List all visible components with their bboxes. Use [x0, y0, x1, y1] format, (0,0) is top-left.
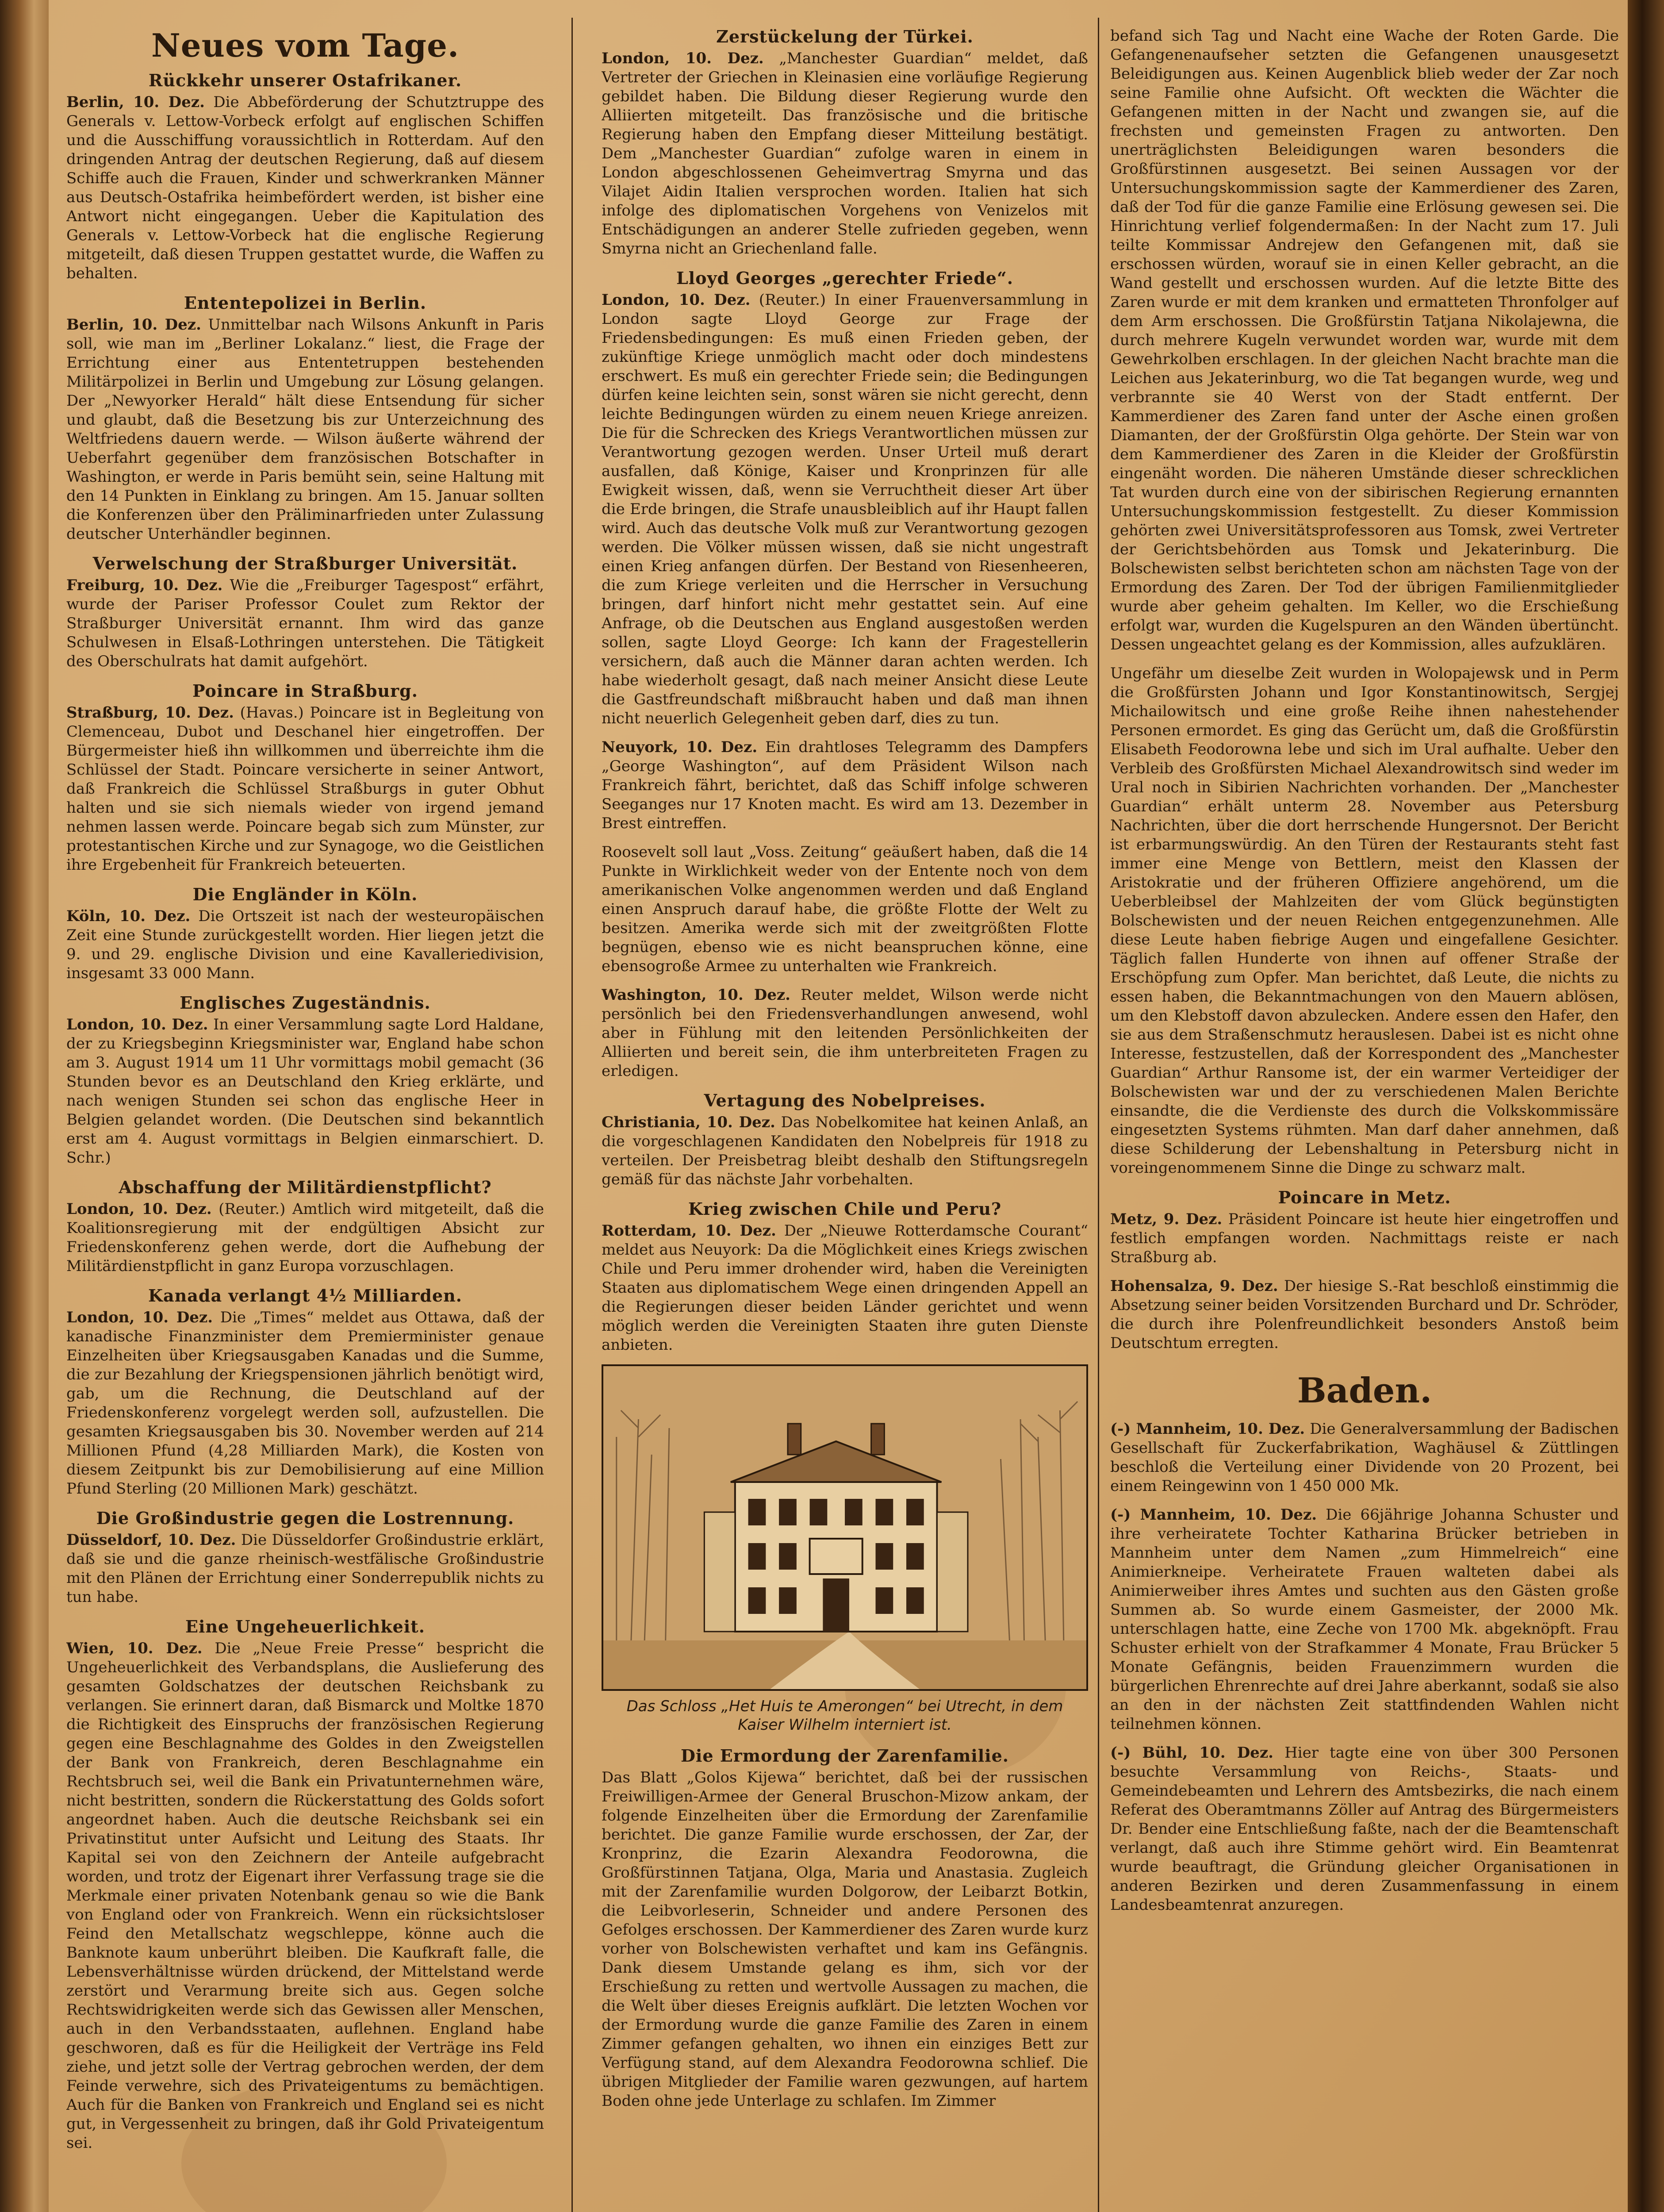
article-body	[66, 315, 544, 544]
article-headline: Eine Ungeheuerlichkeit.	[185, 1617, 425, 1636]
column-rule	[1098, 18, 1099, 2212]
article-dateline: Neuyork, 10. Dez.	[602, 738, 758, 756]
article-body	[1110, 1420, 1619, 1496]
article-headline: Kanada verlangt 4½ Milliarden.	[148, 1286, 462, 1306]
article-headline: Zerstückelung der Türkei.	[716, 27, 974, 46]
article-headline: Poincare in Metz.	[1278, 1187, 1451, 1207]
article-dateline: Wien, 10. Dez.	[66, 1640, 203, 1657]
article-text: Die Abbeförderung der Schutztruppe des Generals v. Lettow-Vorbeck erfolgt auf englischen Schiffen und die Ausschiffung voraussichtlich in Rotterdam. Auf den dringenden Antrag der deutschen Regierung, daß auf diesem Schiffe auch die Frauen, Kinder und schwerkranken Männer aus Deutsch-Ostafrika heimbefördert werden, ist bisher eine Antwort nicht eingegangen. Ueber die Kapitulation des Generals v. Lettow-Vorbeck hat die englische Regierung mitgeteilt, daß diesen Truppen gestattet wurde, die Waffen zu behalten.	[66, 93, 544, 282]
article-list	[1110, 27, 1619, 1353]
article-text: Unmittelbar nach Wilsons Ankunft in Paris soll, wie man im „Berliner Lokalanz.“ liest, die Frage der Errichtung einer aus Ententetruppen bestehenden Militärpolizei in Berlin und Umgebung zur Lösung gelangen. Der „Newyorker Herald“ hält diese Entsendung für sicher und glaubt, daß die Besetzung bis zur Unterzeichnung des Weltfriedens dauern werde. — Wilson äußerte während der Ueberfahrt gegenüber dem französischen Botschafter in Washington, er werde in Paris bemüht sein, seine Haltung mit den 14 Punkten in Einklang zu bringen. Am 15. Januar sollten die Konferenzen über den Präliminarfrieden unter Zulassung deutscher Unterhändler beginnen.	[66, 316, 544, 543]
article-dateline: Berlin, 10. Dez.	[66, 93, 205, 111]
article-text: Hier tagte eine von über 300 Personen besuchte Versammlung von Reichs-, Staats- und Gemeindebeamten und Lehrern des Amtsbezirks, die nach einem Referat des Oberamtmanns Zöller auf Antrag des Bürgermeisters Dr. Bender eine Entschließung faßte, nach der die Beamtenschaft verlangt, daß auch ihre Stimme gehört wird. Ein Beamtenrat wurde beauftragt, die Gründung gleicher Organisationen in anderen Bezirken und deren Zusammenfassung in einem Landesbeamtenrat anzuregen.	[1110, 1744, 1619, 1914]
article-text: Roosevelt soll laut „Voss. Zeitung“ geäußert haben, daß die 14 Punkte in Wirklichkeit weder von der Entente noch von dem amerikanischen Volke angenommen werden und daß England einen Anspruch darauf habe, die größte Flotte der Welt zu besitzen. Amerika werde sich mit der zweitgrößten Flotte begnügen, ebenso wie es nicht beanspruchen könne, eine ebensogroße Armee zu unterhalten wie Frankreich.	[602, 843, 1088, 975]
article	[1110, 1187, 1619, 1267]
article-body	[66, 1015, 544, 1167]
article-body	[602, 738, 1088, 833]
article-dateline: London, 10. Dez.	[602, 50, 764, 67]
article-dateline: Düsseldorf, 10. Dez.	[66, 1531, 236, 1549]
article-dateline: Köln, 10. Dez.	[66, 907, 191, 925]
section-header-baden: Baden.	[1297, 1371, 1432, 1411]
article-headline: Vertagung des Nobelpreises.	[704, 1091, 986, 1110]
article	[66, 1617, 544, 2153]
article-dateline: London, 10. Dez.	[66, 1200, 212, 1218]
article-text: In einer Versammlung sagte Lord Haldane, der zu Kriegsbeginn Kriegsminister war, England habe schon am 3. August 1914 um 11 Uhr vormittags mobil gemacht (36 Stunden bevor es an Deutschland den Krieg erklärte, und nach wenigen Stunden sei schon das englische Heer in Belgien gelandet worden. (Die Deutschen sind bekanntlich erst am 4. August vormittags in Belgien einmarschiert. D. Schr.)	[66, 1016, 544, 1167]
article-text: (Reuter.) Amtlich wird mitgeteilt, daß die Koalitionsregierung mit der endgültigen Absicht zur Friedenskonferenz gehen werde, dort die Aufhebung der Militärdienstpflicht in ganz Europa vorzuschlagen.	[66, 1200, 544, 1275]
article	[602, 843, 1088, 976]
article-list	[66, 70, 544, 2153]
article-headline: Ententepolizei in Berlin.	[184, 293, 427, 313]
article-dateline: London, 10. Dez.	[66, 1309, 213, 1326]
article-body	[66, 1639, 544, 2153]
article-body	[1110, 1743, 1619, 1915]
article-headline: Verwelschung der Straßburger Universität.	[92, 553, 518, 573]
figure-caption: Das Schloss „Het Huis te Amerongen“ bei Utrecht, in dem Kaiser Wilhelm interniert ist.	[626, 1697, 1063, 1734]
article-text: befand sich Tag und Nacht eine Wache der Roten Garde. Die Gefangenenaufseher setzten die Gefangenen unausgesetzt Beleidigungen aus. Keinen Augenblick blieb weder der Zar noch seine Familie ohne Aufsicht. Oft weckten die Wächter die Gefangenen mitten in der Nacht und zwangen sie, auf die frechsten und gemeinsten Fragen zu antworten. Den unerträglichsten Beleidigungen waren besonders die Großfürstinnen ausgesetzt. Bei seinen Aussagen vor der Untersuchungskommission sagte der Kammerdiener des Zaren, daß der Tod für die ganze Familie eine Erlösung gewesen sei. Die Hinrichtung verlief folgendermaßen: In der Nacht zum 17. Juli teilte Kommissar Andrejew den Gefangenen mit, daß sie erschossen würden, worauf sie in einen Keller gebracht, an die Wand gestellt und erschossen wurden. Auf die letzte Bitte des Zaren wurde er mit dem kranken und ermatteten Thronfolger auf dem Arm erschossen. Die Großfürstin Tatjana Nikolajewna, die durch mehrere Kugeln verwundet worden war, wurde mit dem Gewehrkolben erschlagen. In der gleichen Nacht brachte man die Leichen aus Jekaterinburg, wo die Tat begangen wurde, weg und verbrannte sie 40 Werst von der Stadt entfernt. Der Kammerdiener des Zaren fand unter der Asche einen großen Diamanten, der der Großfürstin Olga gehörte. Der Stein war von dem Kammerdiener des Zaren in die Kleider der Großfürstin eingenäht worden. Die näheren Umstände dieser schrecklichen Tat wurden durch eine von der sibirischen Regierung ernannten Untersuchungskommission festgestellt. Zu dieser Kommission gehörten zwei Universitätsprofessoren aus Tomsk, zwei Vertreter der Gerichtsbehörden aus Tomsk und Jekaterinburg. Die Bolschewisten selbst berichteten schon am nächsten Tage von der Ermordung des Zaren. Der Tod der übrigen Familienmitglieder wurde aber geheim gehalten. Im Keller, wo die Erschießung erfolgt war, wurden die Kugelspuren an den Wänden übertüncht. Dessen ungeachtet gelang es der Kommission, alles aufzuklären.	[1110, 27, 1619, 653]
article-body	[66, 703, 544, 875]
article-text: „Manchester Guardian“ meldet, daß Vertreter der Griechen in Kleinasien eine vorläufige Regierung gebildet haben. Die Bildung dieser Regierung wurde den Alliierten mitgeteilt. Das französische und die britische Regierung haben den Empfang dieser Mitteilung bestätigt. Dem „Manchester Guardian“ zufolge waren in einem in London abgeschlossenen Geheimvertrag Smyrna und das Vilajet Aidin Italien versprochen worden. Italien hat sich infolge des diplomatischen Vorgehens von Venizelos mit Entschädigungen an anderer Stelle zufrieden gegeben, wenn Smyrna nicht an Griechenland falle.	[602, 50, 1088, 257]
article	[1110, 1420, 1619, 1496]
article-body	[66, 93, 544, 283]
article-text: Das Blatt „Golos Kijewa“ berichtet, daß bei der russischen Freiwilligen-Armee der General Bruschon-Mizow ankam, der folgende Einzelheiten über die Ermordung der Zarenfamilie berichtet. Die ganze Familie wurde erschossen, der Zar, der Kronprinz, die Ezarin Alexandra Feodorowna, die Großfürstinnen Tatjana, Olga, Maria und Anastasia. Zugleich mit der Zarenfamilie wurden Dolgorow, der Leibarzt Botkin, die Leibvorleserin, Schneider und andere Personen des Gefolges erschossen. Der Kammerdiener des Zaren wurde kurz vorher von Bolschewisten verhaftet und kam ins Gefängnis. Dank diesem Umstande gelang es ihm, sich vor der Erschießung zu retten und wertvolle Aussagen zu machen, die die Welt über dieses Ereignis aufklärt. Die letzten Wochen vor der Ermordung wurde die ganze Familie des Zaren in einem Zimmer gefangen gehalten, wo ihnen ein einziges Bett zur Verfügung stand, auf dem Alexandra Feodorowna schlief. Die übrigen Mitglieder der Familie waren gezwungen, auf hartem Boden ohne jede Unterlage zu schlafen. Im Zimmer	[602, 1769, 1088, 2110]
article-list	[602, 27, 1088, 1355]
article-text: (Reuter.) In einer Frauenversammlung in London sagte Lloyd George zur Frage der Friedensbedingungen: Es muß einen Frieden geben, der zukünftige Kriege unmöglich macht oder doch mindestens erschwert. Es muß ein gerechter Friede sein; die Bedingungen dürfen keine leichten sein, sonst wären sie nicht gerecht, denn leichte Bedingungen würden zu einem neuen Kriege anreizen. Die für die Schrecken des Kriegs Verantwortlichen müssen zur Verantwortung gezogen werden. Unser Urteil muß derart ausfallen, daß Könige, Kaiser und Kronprinzen für alle Ewigkeit wissen, daß, wenn sie Verruchtheit dieser Art über die Erde bringen, die Strafe unausbleiblich auf ihr Haupt fallen wird. Auch das deutsche Volk muß zur Verantwortung gezogen werden. Die Völker müssen wissen, daß sie nicht ungestraft einen Krieg anfangen dürfen. Der Bestand von Riesenheeren, die zum Kriege verleiten und die Herrscher in Versuchung bringen, darf hinfort nicht mehr gestattet sein. Auf eine Anfrage, ob die Deutschen aus England ausgestoßen werden sollen, sagte Lloyd George: Ich kann der Fragestellerin versichern, daß auch die Männer daran achten werden. Ich habe wiederholt gesagt, daß nach meiner Ansicht diese Leute die Gastfreundschaft mißbraucht haben und daß man ihnen nicht neuerlich Gelegenheit geben darf, dies zu tun.	[602, 291, 1088, 727]
article	[66, 884, 544, 983]
article	[602, 27, 1088, 258]
article-list	[602, 1746, 1088, 2111]
column-rule	[571, 18, 573, 2212]
article-text: Ein drahtloses Telegramm des Dampfers „George Washington“, auf dem Präsident Wilson nach Frankreich fährt, berichtet, daß das Schiff infolge schweren Seeganges nur 17 Knoten macht. Es wird am 13. Dezember in Brest eintreffen.	[602, 738, 1088, 832]
article	[602, 1746, 1088, 2111]
article-body	[66, 1308, 544, 1498]
article-dateline: London, 10. Dez.	[66, 1016, 208, 1033]
article-body	[1110, 664, 1619, 1178]
article-body	[1110, 1210, 1619, 1267]
article-text: Die 66jährige Johanna Schuster und ihre verheiratete Tochter Katharina Brücker betrieben in Mannheim unter dem Namen „zum Himmelreich“ eine Animierkneipe. Verheiratete Frauen walteten dabei als Animierweiber ihres Amtes und suchten aus den Gästen große Summen ab. So wurde einem Gasmeister, der 2000 Mk. unterschlagen hatte, eine Zeche von 1700 Mk. abgeknöpft. Frau Schuster erhielt von der Strafkammer 4 Monate, Frau Brücker 5 Monate Gefängnis, beiden Frauenzimmern wurden die bürgerlichen Ehrenrechte auf drei Jahre aberkannt, sodaß sie also an den in der nächsten Zeit stattfindenden Wahlen nicht teilnehmen können.	[1110, 1506, 1619, 1733]
article-text: Reuter meldet, Wilson werde nicht persönlich bei den Friedensverhandlungen anwesend, wohl aber in Fühlung mit den leitenden Persönlichkeiten der Alliierten und bereit sein, die ihm unterbreiteten Fragen zu erledigen.	[602, 986, 1088, 1080]
article-headline: Die Ermordung der Zarenfamilie.	[680, 1746, 1009, 1766]
page-edge	[1628, 0, 1664, 2212]
article-dateline: Berlin, 10. Dez.	[66, 316, 201, 334]
article-dateline: (-) Mannheim, 10. Dez.	[1110, 1506, 1317, 1524]
article	[602, 1199, 1088, 1355]
article	[602, 738, 1088, 833]
article-headline: Die Großindustrie gegen die Lostrennung.	[96, 1508, 514, 1528]
article-headline: Lloyd Georges „gerechter Friede“.	[676, 268, 1014, 288]
newspaper-page	[49, 0, 1628, 2212]
column-2	[602, 27, 1088, 2212]
article-text: Die Ortszeit ist nach der westeuropäischen Zeit eine Stunde zurückgestellt worden. Hier liegen jetzt die 9. und 29. englische Division und eine Kavalleriedivision, insgesamt 33 000 Mann.	[66, 907, 544, 982]
engraving-figure	[602, 1364, 1088, 1691]
article-text: Präsident Poincare ist heute hier eingetroffen und festlich empfangen worden. Nachmittags reiste er nach Straßburg ab.	[1110, 1210, 1619, 1266]
article-dateline: Washington, 10. Dez.	[602, 986, 790, 1004]
article-dateline: Hohensalza, 9. Dez.	[1110, 1277, 1278, 1295]
article	[1110, 27, 1619, 654]
article	[66, 1508, 544, 1607]
article-body	[1110, 1277, 1619, 1353]
article	[602, 986, 1088, 1081]
castle-illustration	[603, 1366, 1086, 1689]
article-text: Der „Nieuwe Rotterdamsche Courant“ meldet aus Neuyork: Da die Möglichkeit eines Kriegs zwischen Chile und Peru immer drohender wird, haben die Vereinigten Staaten aus diplomatischem Wege einen dringenden Appell an die Regierungen dieser beiden Länder gerichtet und wenn möglich werden die Vereinigten Staaten ihre guten Dienste anbieten.	[602, 1222, 1088, 1354]
article	[1110, 1277, 1619, 1353]
article-body	[66, 907, 544, 983]
article	[66, 1286, 544, 1498]
article-text: Der hiesige S.-Rat beschloß einstimmig die Absetzung seiner beiden Vorsitzenden Burchard und Dr. Schröder, die durch ihre Polenfreundlichkeit besonders Anstoß beim Deutschtum erregten.	[1110, 1277, 1619, 1352]
article-headline: Rückkehr unserer Ostafrikaner.	[148, 70, 462, 90]
article	[1110, 664, 1619, 1178]
article-body	[602, 1221, 1088, 1355]
article-dateline: Rotterdam, 10. Dez.	[602, 1222, 776, 1240]
article-text: (Havas.) Poincare ist in Begleitung von Clemenceau, Dubot und Deschanel hier eingetroffen. Der Bürgermeister hieß ihn willkommen und überreichte ihm die Schlüssel der Stadt. Poincare versicherte in seiner Antwort, daß Frankreich die Schlüssel Straßburgs in guter Obhut halten und sie sich niemals wieder von irgend jemand nehmen lassen werde. Poincare begab sich zum Münster, zur protestantischen Kirche und zur Synagoge, wo die Geistlichen ihre Ergebenheit für Frankreich beteuerten.	[66, 704, 544, 874]
article-dateline: Christiania, 10. Dez.	[602, 1114, 775, 1131]
article-headline: Die Engländer in Köln.	[192, 884, 418, 904]
article	[66, 553, 544, 671]
article-text: Die „Times“ meldet aus Ottawa, daß der kanadische Finanzminister dem Premierminister genaue Einzelheiten über Kriegsausgaben Kanadas und die Summe, die zur Bezahlung der Kriegspensionen jährlich benötigt wird, gab, um die Rechnung, die Deutschland auf der Friedenskonferenz vorgelegt werden soll, aufzustellen. Die gesamten Kriegsausgaben bis 30. November werden auf 214 Millionen Pfund (4,28 Milliarden Mark), die Kosten von diesem Zeitpunkt bis zur Demobilisierung auf eine Million Pfund Sterling (20 Millionen Mark) geschätzt.	[66, 1309, 544, 1498]
article-dateline: Metz, 9. Dez.	[1110, 1210, 1223, 1228]
article-body	[1110, 27, 1619, 654]
article	[66, 681, 544, 875]
article	[66, 1177, 544, 1276]
article-body	[602, 986, 1088, 1081]
article	[66, 293, 544, 544]
article-headline: Krieg zwischen Chile und Peru?	[688, 1199, 1002, 1219]
article-body	[66, 1531, 544, 1607]
article-list	[1110, 1420, 1619, 1915]
article-body	[602, 1113, 1088, 1189]
column-1	[66, 27, 544, 2212]
article-dateline: Freiburg, 10. Dez.	[66, 576, 223, 594]
article-body	[602, 1768, 1088, 2111]
book-binding	[0, 0, 49, 2212]
article-text: Wie die „Freiburger Tagespost“ erfährt, wurde der Pariser Professor Coulet zum Rektor der Straßburger Universität ernannt. Ihm wird das ganze Schulwesen in Elsaß-Lothringen unterstehen. Die Tätigkeit des Oberschulrats hat damit aufgehört.	[66, 576, 544, 670]
section-header: Neues vom Tage.	[151, 27, 460, 64]
article-body	[602, 843, 1088, 976]
article-dateline: (-) Mannheim, 10. Dez.	[1110, 1420, 1305, 1438]
article-text: Die Generalversammlung der Badischen Gesellschaft für Zuckerfabrikation, Waghäusel & Züttlingen beschloß die Verteilung einer Dividende von 20 Prozent, bei einem Reingewinn von 1 450 000 Mk.	[1110, 1420, 1619, 1495]
article	[602, 1091, 1088, 1189]
article-dateline: Straßburg, 10. Dez.	[66, 704, 234, 722]
article	[602, 268, 1088, 728]
article	[1110, 1743, 1619, 1915]
article-text: Die Düsseldorfer Großindustrie erklärt, daß sie und die ganze rheinisch-westfälische Großindustrie mit den Plänen der Errichtung einer Sonderrepublik nichts zu tun habe.	[66, 1531, 544, 1606]
article-text: Das Nobelkomitee hat keinen Anlaß, an die vorgeschlagenen Kandidaten den Nobelpreis für 1918 zu verteilen. Der Preisbetrag bleibt deshalb den Stiftungsregeln gemäß für das nächste Jahr vorbehalten.	[602, 1114, 1088, 1188]
article	[66, 993, 544, 1167]
article-body	[602, 49, 1088, 258]
article-text: Die „Neue Freie Presse“ bespricht die Ungeheuerlichkeit des Verbandsplans, die Auslieferung des gesamten Goldschatzes der deutschen Reichsbank zu verlangen. Sie erinnert daran, daß Bismarck und Moltke 1870 die Richtigkeit des Einspruchs der französischen Regierung gegen eine Beschlagnahme des Goldes in den Zweigstellen der Bank von Frankreich, deren Beschlagnahme ein Rechtsbruch sei, weil die Bank ein Privatunternehmen wäre, nicht bestritten, sondern die Rückerstattung des Golds sofort angeordnet haben. Auch die deutsche Reichsbank sei ein Privatinstitut unter Aufsicht und Leitung des Staats. Ihr Kapital sei von den Zeichnern der Anteile aufgebracht worden, und trotz der Eigenart ihrer Verfassung trage sie die Merkmale einer privaten Notenbank genau so wie die Bank von England oder von Frankreich. Wenn ein rücksichtsloser Feind den Metallschatz wegschleppe, könne auch die Banknote kaum unberührt bleiben. Die Kaufkraft falle, die Lebensverhältnisse würden drückend, der Mittelstand werde zerstört und Verarmung breite sich aus. Gegen solche Rechtswidrigkeiten werde sich das Gewissen aller Menschen, auch in den Verbandsstaaten, auflehnen. England habe geschworen, daß es für die Heiligkeit der Verträge ins Feld ziehe, und jetzt solle der Vertrag gebrochen werden, der dem Feinde verwehre, sich des Privateigentums zu bemächtigen. Auch für die Banken von Frankreich und England sei es nicht gut, in Vergessenheit zu bringen, daß ihr Gold Privateigentum sei.	[66, 1640, 544, 2152]
column-3	[1110, 27, 1619, 2212]
article-headline: Poincare in Straßburg.	[192, 681, 418, 701]
article-body	[66, 1200, 544, 1276]
article-body	[1110, 1505, 1619, 1734]
article-text: Ungefähr um dieselbe Zeit wurden in Wolopajewsk und in Perm die Großfürsten Johann und Igor Konstantinowitsch, Sergjej Michailowitsch und eine große Reihe ihnen nahestehender Personen ermordet. Es ging das Gerücht um, daß die Großfürstin Elisabeth Feodorowna lebe und sich im Ural aufhalte. Ueber den Verbleib des Großfürsten Michael Alexandrowitsch sind weder im Ural noch in Sibirien Nachrichten vorhanden. Der „Manchester Guardian“ erhält unterm 28. November aus Petersburg Nachrichten, über die dort herrschende Hungersnot. Der Bericht ist erbarmungswürdig. An den Türen der Restaurants steht fast immer eine Menge von Bettlern, meist den Klassen der Aristokratie und der früheren Offiziere angehörend, um die Ueberbleibsel der Mahlzeiten der vom Glück begünstigten Bolschewisten und der neuen Reichen entgegenzunehmen. Alle diese Leute haben fiebrige Augen und eingefallene Gesichter. Täglich fallen Hunderte von ihnen auf offener Straße der Erschöpfung zum Opfer. Man berichtet, daß Leute, die nichts zu essen haben, die Bekanntmachungen von den Mauern ablösen, um den Klebstoff davon abzulecken. Andere essen den Hafer, den sie aus dem Straßenschmutz herauslesen. Dabei ist es nicht ohne Interesse, festzustellen, daß der Korrespondent des „Manchester Guardian“ Arthur Ransome ist, der ein warmer Verteidiger der Bolschewisten war und der zu verschiedenen Malen Berichte einsandte, die die Verdienste des durch die Volkskommissäre eingesetzten Systems rühmten. Man darf daher annehmen, daß diese Schilderung der Lebenshaltung in Petersburg nicht in voreingenommenem Sinne die Dinge zu schwarz malt.	[1110, 664, 1619, 1177]
article-body	[66, 576, 544, 671]
article-headline: Abschaffung der Militärdienstpflicht?	[119, 1177, 492, 1197]
article	[1110, 1505, 1619, 1734]
article-body	[602, 291, 1088, 728]
article-headline: Englisches Zugeständnis.	[180, 993, 431, 1013]
article-dateline: (-) Bühl, 10. Dez.	[1110, 1744, 1273, 1762]
article	[66, 70, 544, 283]
article-dateline: London, 10. Dez.	[602, 291, 751, 309]
